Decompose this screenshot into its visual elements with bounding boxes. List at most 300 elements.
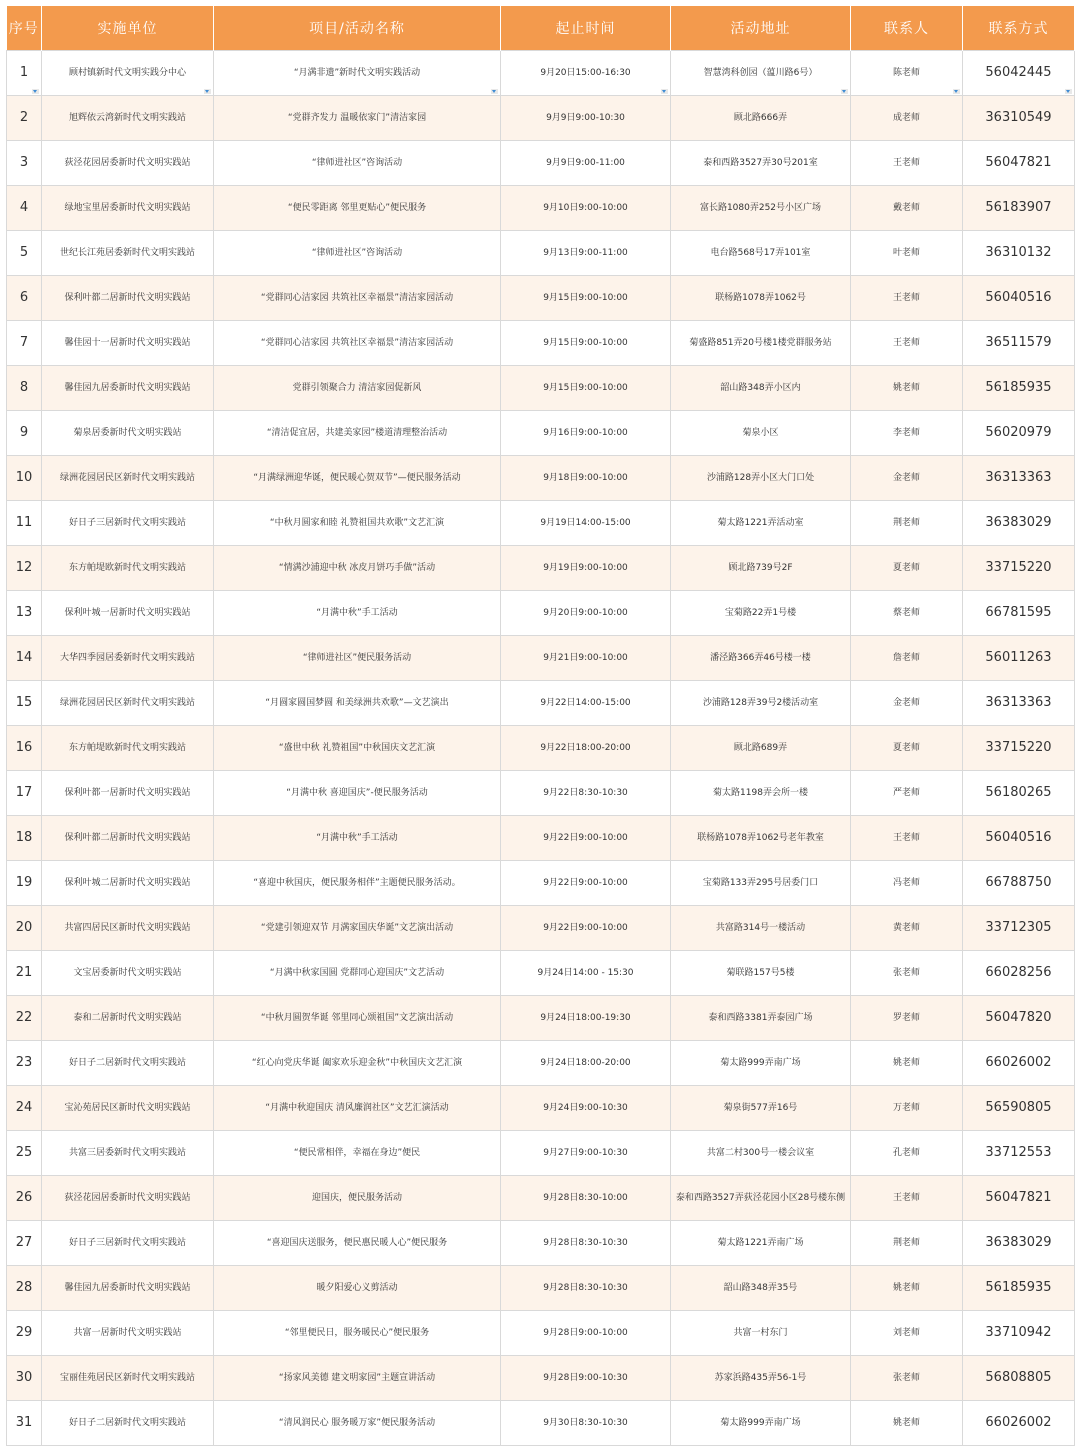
cell-phone[interactable] (963, 1041, 1075, 1086)
cell-serial[interactable] (7, 1311, 42, 1356)
cell-serial[interactable] (7, 96, 42, 141)
cell-unit-text: 宝丽佳苑居民区新时代文明实践站 (59, 1373, 195, 1383)
cell-contact[interactable] (851, 591, 963, 636)
cell-activity[interactable] (214, 501, 501, 546)
cell-contact-text: 姚老师 (892, 1418, 920, 1428)
cell-unit[interactable] (42, 456, 214, 501)
cell-serial-text: 1 (19, 65, 29, 80)
cell-activity-text: “月满中秋”手工活动 (316, 608, 398, 618)
cell-unit[interactable] (42, 771, 214, 816)
cell-address[interactable] (671, 771, 851, 816)
cell-time[interactable] (501, 906, 671, 951)
cell-contact[interactable] (851, 636, 963, 681)
cell-activity[interactable] (214, 771, 501, 816)
cell-time[interactable] (501, 681, 671, 726)
cell-time[interactable] (501, 1311, 671, 1356)
cell-unit[interactable] (42, 276, 214, 321)
cell-time[interactable] (501, 231, 671, 276)
cell-address[interactable] (671, 546, 851, 591)
cell-phone[interactable] (963, 636, 1075, 681)
cell-phone[interactable] (963, 96, 1075, 141)
cell-phone[interactable] (963, 681, 1075, 726)
cell-phone[interactable] (963, 1356, 1075, 1401)
cell-unit[interactable] (42, 996, 214, 1041)
cell-phone[interactable] (963, 861, 1075, 906)
filter-dropdown-icon[interactable] (32, 89, 39, 94)
cell-activity[interactable] (214, 906, 501, 951)
cell-contact[interactable] (851, 861, 963, 906)
cell-serial[interactable] (7, 636, 42, 681)
cell-phone[interactable] (963, 1086, 1075, 1131)
cell-unit-text: 绿地宝里居委新时代文明实践站 (64, 203, 191, 213)
cell-unit[interactable] (42, 321, 214, 366)
cell-activity[interactable] (214, 546, 501, 591)
cell-phone-text: 36310549 (985, 110, 1052, 125)
cell-time[interactable] (501, 276, 671, 321)
cell-address[interactable] (671, 141, 851, 186)
cell-time[interactable] (501, 456, 671, 501)
cell-time-text: 9月22日8:30-10:30 (543, 788, 628, 798)
cell-serial[interactable] (7, 1266, 42, 1311)
cell-activity[interactable] (214, 1131, 501, 1176)
cell-address[interactable] (671, 501, 851, 546)
cell-activity[interactable] (214, 96, 501, 141)
cell-serial[interactable] (7, 546, 42, 591)
activity-table (6, 6, 1075, 1446)
cell-serial[interactable] (7, 1131, 42, 1176)
cell-address[interactable] (671, 1086, 851, 1131)
cell-activity-text: “喜迎中秋国庆，便民服务相伴”主题便民服务活动。 (253, 878, 461, 888)
filter-dropdown-icon[interactable] (204, 89, 211, 94)
cell-unit[interactable] (42, 591, 214, 636)
cell-activity[interactable] (214, 1221, 501, 1266)
cell-activity[interactable] (214, 456, 501, 501)
cell-address[interactable] (671, 231, 851, 276)
cell-phone-text: 56185935 (985, 380, 1052, 395)
cell-time[interactable] (501, 1356, 671, 1401)
cell-contact[interactable] (851, 51, 963, 96)
header-activity[interactable]: 项目/活动名称 (214, 6, 501, 51)
cell-unit[interactable] (42, 1131, 214, 1176)
cell-time[interactable] (501, 321, 671, 366)
cell-serial[interactable] (7, 141, 42, 186)
cell-time[interactable] (501, 591, 671, 636)
cell-address[interactable] (671, 591, 851, 636)
table-row (7, 771, 1075, 816)
cell-activity[interactable] (214, 591, 501, 636)
cell-address[interactable] (671, 1131, 851, 1176)
cell-address[interactable] (671, 951, 851, 996)
table-row (7, 861, 1075, 906)
cell-serial[interactable] (7, 411, 42, 456)
cell-time[interactable] (501, 1266, 671, 1311)
cell-contact[interactable] (851, 186, 963, 231)
cell-serial-text: 22 (15, 1010, 33, 1025)
cell-time[interactable] (501, 1176, 671, 1221)
cell-address-text: 泰和西路3381弄泰园广场 (708, 1013, 813, 1023)
cell-phone[interactable] (963, 186, 1075, 231)
cell-time[interactable] (501, 96, 671, 141)
cell-unit-text: 荻泾花园居委新时代文明实践站 (64, 158, 191, 168)
cell-serial[interactable] (7, 1041, 42, 1086)
cell-address[interactable] (671, 96, 851, 141)
cell-address[interactable] (671, 1401, 851, 1446)
cell-activity[interactable] (214, 951, 501, 996)
cell-serial[interactable] (7, 186, 42, 231)
cell-activity-text: “月满中秋 喜迎国庆”-便民服务活动 (286, 788, 428, 798)
cell-address[interactable] (671, 636, 851, 681)
cell-activity[interactable] (214, 51, 501, 96)
cell-time[interactable] (501, 141, 671, 186)
cell-time[interactable] (501, 1221, 671, 1266)
cell-unit-text: 顾村镇新时代文明实践分中心 (68, 68, 186, 78)
cell-activity[interactable] (214, 1311, 501, 1356)
cell-contact-text: 陈老师 (892, 68, 920, 78)
cell-address[interactable] (671, 816, 851, 861)
cell-contact-text: 张老师 (892, 968, 920, 978)
cell-time[interactable] (501, 1041, 671, 1086)
cell-phone[interactable] (963, 771, 1075, 816)
cell-address-text: 沙浦路128弄39号2楼活动室 (702, 698, 819, 708)
cell-unit-text: 馨佳园十一居新时代文明实践站 (64, 338, 191, 348)
cell-phone[interactable] (963, 591, 1075, 636)
cell-address-text: 泰和西路3527弄荻泾花园小区28号楼东侧 (675, 1193, 846, 1203)
cell-time[interactable] (501, 186, 671, 231)
table-row (7, 636, 1075, 681)
cell-unit-text: 好日子二居新时代文明实践站 (68, 1058, 186, 1068)
cell-time[interactable] (501, 1401, 671, 1446)
cell-contact[interactable] (851, 1356, 963, 1401)
cell-unit[interactable] (42, 1086, 214, 1131)
cell-phone-text: 36511579 (985, 335, 1052, 350)
cell-activity[interactable] (214, 726, 501, 771)
cell-time[interactable] (501, 996, 671, 1041)
cell-unit[interactable] (42, 186, 214, 231)
table-row (7, 51, 1075, 96)
cell-address[interactable] (671, 276, 851, 321)
cell-time[interactable] (501, 51, 671, 96)
cell-contact[interactable] (851, 321, 963, 366)
cell-phone[interactable] (963, 501, 1075, 546)
cell-address[interactable] (671, 186, 851, 231)
cell-address[interactable] (671, 1041, 851, 1086)
cell-phone[interactable] (963, 366, 1075, 411)
table-row (7, 231, 1075, 276)
cell-phone[interactable] (963, 1266, 1075, 1311)
cell-serial[interactable] (7, 816, 42, 861)
cell-serial[interactable] (7, 501, 42, 546)
cell-phone-text: 56020979 (985, 425, 1052, 440)
cell-serial-text: 2 (19, 110, 29, 125)
cell-unit-text: 馨佳园九居委新时代文明实践站 (64, 383, 191, 393)
cell-phone[interactable] (963, 411, 1075, 456)
cell-contact-text: 王老师 (892, 338, 920, 348)
cell-address-text: 智慧湾科创园（蕰川路6号） (703, 68, 818, 78)
filter-dropdown-icon[interactable] (953, 89, 960, 94)
cell-activity[interactable] (214, 276, 501, 321)
cell-unit[interactable] (42, 501, 214, 546)
cell-contact[interactable] (851, 1041, 963, 1086)
cell-phone[interactable] (963, 816, 1075, 861)
cell-contact-text: 王老师 (892, 293, 920, 303)
cell-contact[interactable] (851, 1131, 963, 1176)
cell-phone-text: 33712553 (985, 1145, 1052, 1160)
cell-activity-text: “清洁促宜居，共建美家园”楼道清理整治活动 (266, 428, 448, 438)
cell-contact[interactable] (851, 726, 963, 771)
cell-contact[interactable] (851, 816, 963, 861)
cell-address[interactable] (671, 1176, 851, 1221)
cell-unit[interactable] (42, 1221, 214, 1266)
cell-contact[interactable] (851, 996, 963, 1041)
cell-activity[interactable] (214, 141, 501, 186)
cell-serial[interactable] (7, 591, 42, 636)
cell-time[interactable] (501, 366, 671, 411)
cell-phone[interactable] (963, 321, 1075, 366)
cell-contact[interactable] (851, 456, 963, 501)
cell-time[interactable] (501, 411, 671, 456)
cell-serial[interactable] (7, 1221, 42, 1266)
cell-contact[interactable] (851, 1266, 963, 1311)
cell-contact-text: 金老师 (892, 473, 920, 483)
cell-time[interactable] (501, 951, 671, 996)
cell-contact[interactable] (851, 366, 963, 411)
cell-serial[interactable] (7, 681, 42, 726)
cell-serial-text: 4 (19, 200, 29, 215)
cell-phone[interactable] (963, 1311, 1075, 1356)
cell-contact[interactable] (851, 951, 963, 996)
cell-activity[interactable] (214, 366, 501, 411)
cell-time-text: 9月24日14:00 - 15:30 (537, 968, 634, 978)
cell-unit[interactable] (42, 1176, 214, 1221)
cell-phone-text: 56047821 (985, 1190, 1052, 1205)
cell-time[interactable] (501, 816, 671, 861)
cell-contact[interactable] (851, 771, 963, 816)
header-address[interactable]: 活动地址 (671, 6, 851, 51)
cell-phone[interactable] (963, 456, 1075, 501)
cell-address[interactable] (671, 366, 851, 411)
table-row (7, 141, 1075, 186)
cell-phone[interactable] (963, 1176, 1075, 1221)
cell-phone[interactable] (963, 996, 1075, 1041)
cell-contact[interactable] (851, 1221, 963, 1266)
cell-phone-text: 36313363 (985, 695, 1052, 710)
cell-serial[interactable] (7, 861, 42, 906)
cell-serial[interactable] (7, 996, 42, 1041)
cell-time[interactable] (501, 771, 671, 816)
cell-unit[interactable] (42, 861, 214, 906)
cell-contact[interactable] (851, 546, 963, 591)
cell-activity[interactable] (214, 1356, 501, 1401)
cell-serial[interactable] (7, 1356, 42, 1401)
cell-address[interactable] (671, 51, 851, 96)
cell-serial-text: 18 (15, 830, 33, 845)
cell-contact-text: 孔老师 (892, 1148, 920, 1158)
cell-address[interactable] (671, 726, 851, 771)
cell-unit[interactable] (42, 231, 214, 276)
cell-serial[interactable] (7, 1086, 42, 1131)
table-row (7, 1401, 1075, 1446)
cell-unit[interactable] (42, 1041, 214, 1086)
cell-address-text: 菊太路999弄南广场 (720, 1058, 801, 1068)
cell-unit[interactable] (42, 141, 214, 186)
cell-unit[interactable] (42, 1266, 214, 1311)
cell-time-text: 9月22日18:00-20:00 (540, 743, 631, 753)
cell-unit[interactable] (42, 411, 214, 456)
cell-activity-text: “月满非遗”新时代文明实践活动 (293, 68, 421, 78)
cell-unit[interactable] (42, 366, 214, 411)
cell-address-text: 菊太路1198弄会所一楼 (713, 788, 808, 798)
cell-time[interactable] (501, 726, 671, 771)
cell-phone[interactable] (963, 231, 1075, 276)
cell-contact[interactable] (851, 276, 963, 321)
filter-dropdown-icon[interactable] (491, 89, 498, 94)
cell-serial-text: 13 (15, 605, 33, 620)
cell-address[interactable] (671, 681, 851, 726)
cell-phone-text: 66026002 (985, 1055, 1052, 1070)
cell-time[interactable] (501, 1131, 671, 1176)
cell-phone[interactable] (963, 1131, 1075, 1176)
table-row (7, 411, 1075, 456)
cell-contact[interactable] (851, 96, 963, 141)
cell-unit[interactable] (42, 906, 214, 951)
filter-dropdown-icon[interactable] (661, 89, 668, 94)
cell-phone[interactable] (963, 1221, 1075, 1266)
cell-contact[interactable] (851, 906, 963, 951)
cell-phone[interactable] (963, 1401, 1075, 1446)
cell-serial-text: 3 (19, 155, 29, 170)
cell-unit[interactable] (42, 1401, 214, 1446)
cell-unit[interactable] (42, 546, 214, 591)
cell-serial[interactable] (7, 906, 42, 951)
cell-serial[interactable] (7, 276, 42, 321)
cell-serial[interactable] (7, 1401, 42, 1446)
table-row (7, 456, 1075, 501)
cell-unit[interactable] (42, 51, 214, 96)
cell-serial[interactable] (7, 231, 42, 276)
header-phone[interactable]: 联系方式 (963, 6, 1075, 51)
cell-address[interactable] (671, 321, 851, 366)
filter-dropdown-icon[interactable] (841, 89, 848, 94)
cell-address[interactable] (671, 861, 851, 906)
cell-serial[interactable] (7, 951, 42, 996)
cell-serial[interactable] (7, 1176, 42, 1221)
cell-time[interactable] (501, 861, 671, 906)
cell-activity[interactable] (214, 411, 501, 456)
cell-time-text: 9月24日9:00-10:30 (543, 1103, 628, 1113)
cell-activity[interactable] (214, 996, 501, 1041)
cell-contact-text: 姚老师 (892, 1283, 920, 1293)
cell-unit[interactable] (42, 816, 214, 861)
cell-time-text: 9月9日9:00-10:30 (546, 113, 625, 123)
cell-contact[interactable] (851, 1311, 963, 1356)
cell-phone[interactable] (963, 726, 1075, 771)
header-unit[interactable]: 实施单位 (42, 6, 214, 51)
header-serial[interactable]: 序号 (7, 6, 42, 51)
cell-activity[interactable] (214, 1266, 501, 1311)
cell-address[interactable] (671, 1311, 851, 1356)
cell-phone[interactable] (963, 906, 1075, 951)
cell-time[interactable] (501, 636, 671, 681)
cell-address[interactable] (671, 996, 851, 1041)
cell-address[interactable] (671, 1356, 851, 1401)
cell-activity[interactable] (214, 321, 501, 366)
cell-activity[interactable] (214, 186, 501, 231)
cell-phone[interactable] (963, 546, 1075, 591)
header-time[interactable]: 起止时间 (501, 6, 671, 51)
cell-unit[interactable] (42, 1356, 214, 1401)
filter-dropdown-icon[interactable] (1065, 89, 1072, 94)
cell-time[interactable] (501, 1086, 671, 1131)
cell-phone[interactable] (963, 276, 1075, 321)
cell-time-text: 9月15日9:00-10:00 (543, 293, 628, 303)
cell-address-text: 共富一村东门 (733, 1328, 788, 1338)
cell-unit[interactable] (42, 96, 214, 141)
cell-time[interactable] (501, 546, 671, 591)
cell-contact[interactable] (851, 1086, 963, 1131)
cell-activity[interactable] (214, 1041, 501, 1086)
cell-activity[interactable] (214, 861, 501, 906)
cell-address[interactable] (671, 456, 851, 501)
cell-phone-text: 56590805 (985, 1100, 1052, 1115)
cell-unit[interactable] (42, 1311, 214, 1356)
cell-address[interactable] (671, 906, 851, 951)
cell-phone[interactable] (963, 141, 1075, 186)
cell-serial[interactable] (7, 321, 42, 366)
cell-activity[interactable] (214, 1176, 501, 1221)
cell-unit[interactable] (42, 951, 214, 996)
cell-address-text: 共富二村300号一楼会议室 (706, 1148, 815, 1158)
cell-serial[interactable] (7, 726, 42, 771)
cell-unit[interactable] (42, 726, 214, 771)
header-contact[interactable]: 联系人 (851, 6, 963, 51)
cell-contact[interactable] (851, 141, 963, 186)
cell-activity-text: 党群引领聚合力 清洁家园促新风 (292, 383, 422, 393)
cell-activity-text: “红心向党庆华诞 阖家欢乐迎金秋”中秋国庆文艺汇演 (251, 1058, 463, 1068)
cell-time[interactable] (501, 501, 671, 546)
cell-time-text: 9月20日15:00-16:30 (540, 68, 631, 78)
cell-activity[interactable] (214, 1086, 501, 1131)
cell-address[interactable] (671, 1221, 851, 1266)
cell-activity[interactable] (214, 681, 501, 726)
cell-activity[interactable] (214, 1401, 501, 1446)
cell-phone[interactable] (963, 951, 1075, 996)
cell-contact[interactable] (851, 1176, 963, 1221)
cell-time-text: 9月28日9:00-10:00 (543, 1328, 628, 1338)
cell-address[interactable] (671, 1266, 851, 1311)
cell-serial[interactable] (7, 771, 42, 816)
cell-serial[interactable] (7, 51, 42, 96)
cell-activity[interactable] (214, 636, 501, 681)
cell-unit[interactable] (42, 636, 214, 681)
cell-contact[interactable] (851, 681, 963, 726)
cell-address-text: 菊太路1221弄南广场 (717, 1238, 804, 1248)
cell-unit-text: 好日子二居新时代文明实践站 (68, 1418, 186, 1428)
cell-activity-text: “月满绿洲迎华诞，便民暖心贺双节”—便民服务活动 (253, 473, 461, 483)
cell-activity[interactable] (214, 231, 501, 276)
cell-phone[interactable] (963, 51, 1075, 96)
cell-serial[interactable] (7, 456, 42, 501)
cell-contact[interactable] (851, 411, 963, 456)
cell-contact[interactable] (851, 1401, 963, 1446)
cell-address[interactable] (671, 411, 851, 456)
cell-unit[interactable] (42, 681, 214, 726)
cell-phone-text: 33710942 (985, 1325, 1052, 1340)
cell-activity[interactable] (214, 816, 501, 861)
cell-contact[interactable] (851, 231, 963, 276)
cell-serial[interactable] (7, 366, 42, 411)
cell-contact[interactable] (851, 501, 963, 546)
cell-unit-text: 共富一居新时代文明实践站 (73, 1328, 182, 1338)
